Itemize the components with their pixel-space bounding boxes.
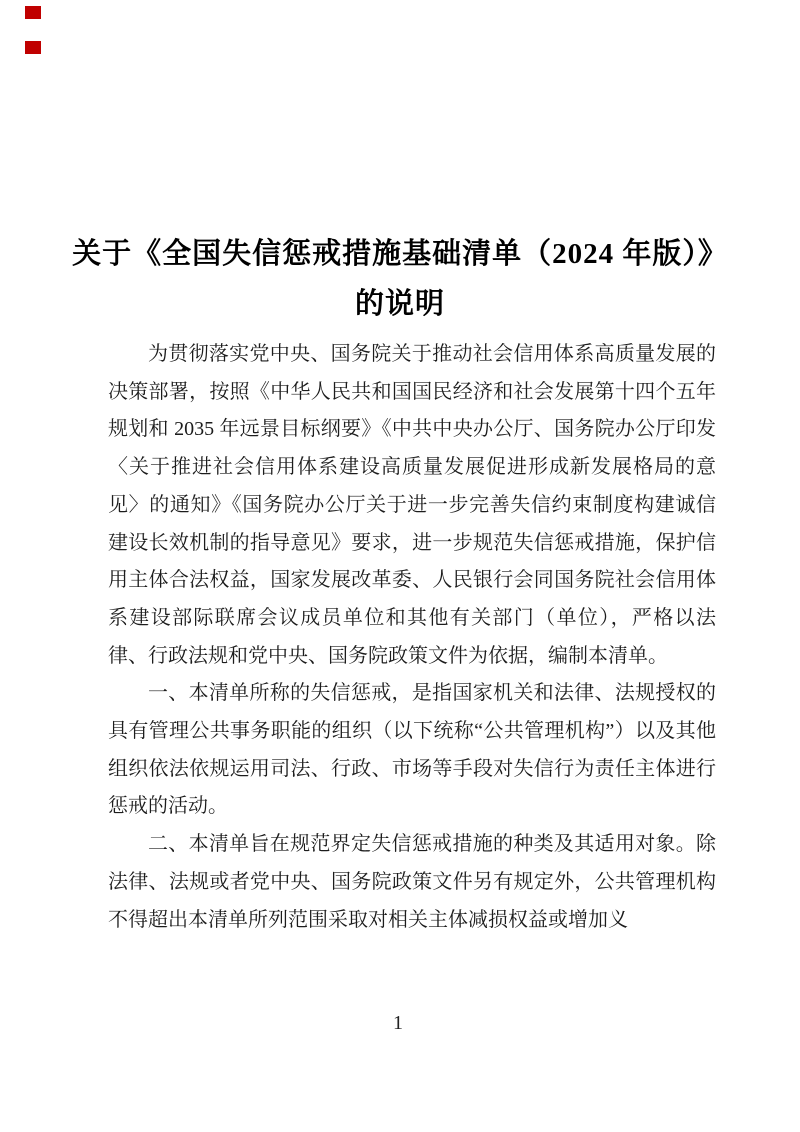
- red-corner-mark-top: [25, 6, 41, 19]
- paragraph-intro: 为贯彻落实党中央、国务院关于推动社会信用体系高质量发展的决策部署，按照《中华人民共和国国民经济和社会发展第十四个五年规划和 2035 年远景目标纲要》《中共中央办公厅、国务院办公厅印发〈关于推进社会信用体系建设高质量发展促进形成新发展格局的意见〉的通知》《国务院办公厅关于进一步完善失信约束制度构建诚信建设长效机制的指导意见》要求，进一步规范失信惩戒措施，保护信用主体合法权益，国家发展改革委、人民银行会同国务院社会信用体系建设部际联席会议成员单位和其他有关部门（单位），严格以法律、行政法规和党中央、国务院政策文件为依据，编制本清单。: [108, 343, 716, 667]
- paragraph-item-2: 二、本清单旨在规范界定失信惩戒措施的种类及其适用对象。除法律、法规或者党中央、国务院政策文件另有规定外，公共管理机构不得超出本清单所列范围采取对相关主体减损权益或增加义: [108, 833, 716, 931]
- document-body: [108, 336, 716, 939]
- document-title-line1: 关于《全国失信惩戒措施基础清单（2024 年版）》: [72, 238, 728, 271]
- page-number: 1: [393, 1012, 403, 1034]
- paragraph-item-1: 一、本清单所称的失信惩戒，是指国家机关和法律、法规授权的具有管理公共事务职能的组织（以下统称“公共管理机构”）以及其他组织依法依规运用司法、行政、市场等手段对失信行为责任主体进行惩戒的活动。: [108, 682, 716, 818]
- document-title-line2: 的说明: [354, 288, 445, 321]
- red-corner-mark-bottom: [25, 41, 41, 54]
- document-title: [60, 229, 740, 329]
